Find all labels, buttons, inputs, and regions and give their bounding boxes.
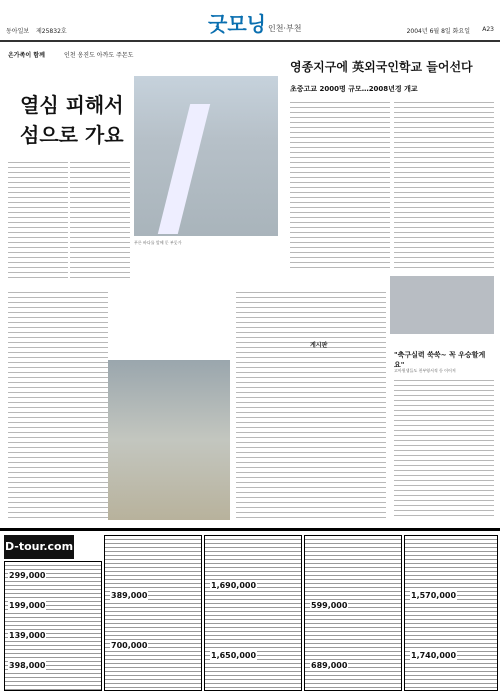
ad-price: 700,000 (111, 641, 148, 650)
page-number: A23 (482, 26, 494, 33)
ad-price: 689,000 (311, 661, 348, 670)
main-col2 (394, 100, 494, 270)
edition: 제25832호 (36, 28, 67, 35)
ad-brand: D-tour.com (4, 535, 74, 559)
ad-price: 1,650,000 (211, 651, 257, 660)
ad-price: 139,000 (9, 631, 46, 640)
center-body (236, 290, 386, 520)
left-kicker: 온가족이 함께 (8, 52, 45, 59)
kids-photo (390, 276, 494, 334)
ad-col1 (4, 561, 102, 691)
left-body-col1 (8, 160, 68, 280)
ad-price: 599,000 (311, 601, 348, 610)
ad-col5 (404, 535, 498, 691)
left-lower-body (8, 290, 108, 520)
left-body-col2 (70, 160, 130, 280)
side-body (394, 378, 494, 518)
masthead (0, 0, 500, 42)
ad-price: 1,740,000 (411, 651, 457, 660)
ad-price: 199,000 (9, 601, 46, 610)
ad-col3 (204, 535, 302, 691)
quote: "축구실력 쑥쑥~ 꼭 우승할게요" (394, 351, 486, 369)
travel-ad (0, 528, 500, 694)
ad-price: 1,570,000 (411, 591, 457, 600)
ad-col2 (104, 535, 202, 691)
left-headline: 열심 피해서 섬으로 가요 (20, 93, 124, 147)
quote-sub: 고아원생들도 천부영서적 등 이어져 (394, 368, 456, 373)
ad-price: 389,000 (111, 591, 148, 600)
photo-caption: 푸른 바다를 앞에 둔 부둣가 (134, 240, 182, 245)
main-col1 (290, 100, 390, 270)
pier-photo (134, 76, 278, 236)
main-sub: 초중고교 2000명 규모…2008년경 개교 (290, 85, 418, 93)
ad-price: 398,000 (9, 661, 46, 670)
ad-price: 299,000 (9, 571, 46, 580)
ad-price: 1,690,000 (211, 581, 257, 590)
date: 2004년 6월 8일 화요일 (406, 28, 470, 35)
left-sub: 인천 옹진도 아까도 주몬도 (64, 52, 134, 59)
paper-name: 동아일보 (6, 28, 30, 35)
main-headline: 영종지구에 英외국인학교 들어선다 (290, 60, 473, 74)
news-box-title: 게시판 (310, 342, 328, 349)
logo: 굿모닝 인천·부천 (208, 12, 302, 36)
